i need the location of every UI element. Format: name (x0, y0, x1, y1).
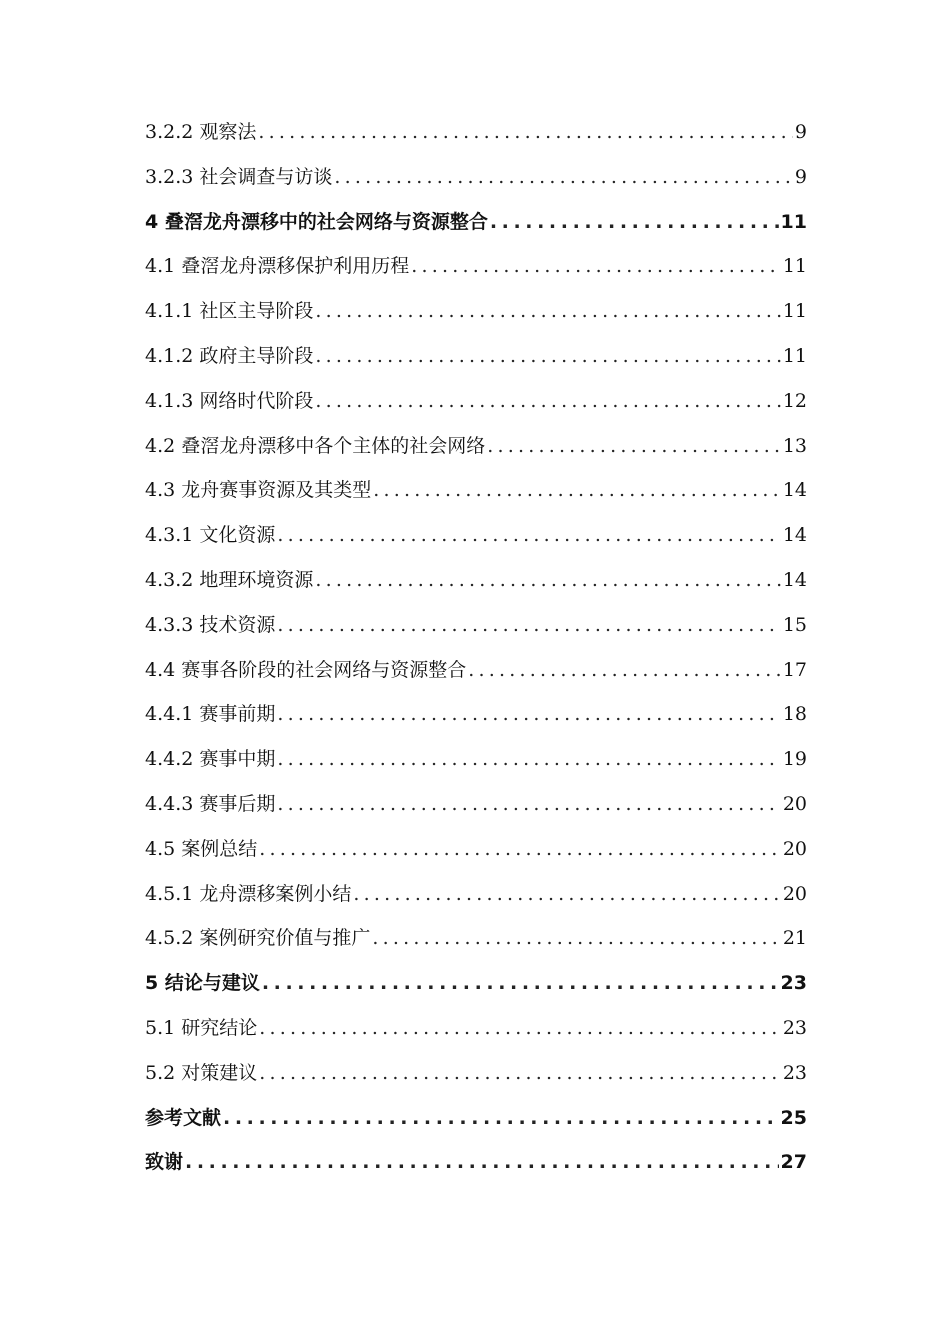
toc-dot-leader (315, 379, 780, 424)
toc-entry-title: 4.1.3 网络时代阶段 (145, 389, 314, 412)
toc-entry-4-2[interactable] (145, 424, 807, 469)
toc-page-number: 13 (782, 434, 807, 457)
toc-entry-chapter-5[interactable] (145, 961, 807, 1006)
toc-page-number: 17 (782, 658, 807, 681)
toc-entry-title: 3.2.3 社会调查与访谈 (145, 165, 333, 188)
toc-page-number: 12 (782, 389, 807, 412)
toc-dot-leader (372, 916, 780, 961)
toc-dot-leader (315, 558, 780, 603)
toc-page-number: 20 (782, 837, 807, 860)
toc-entry-title: 3.2.2 观察法 (145, 121, 257, 143)
toc-page-number: 23 (780, 972, 807, 995)
toc-entry-5-1[interactable] (145, 1006, 807, 1051)
toc-entry-4-5[interactable] (145, 827, 807, 872)
toc-page-number: 20 (782, 792, 807, 815)
toc-page-number: 21 (782, 927, 807, 950)
toc-entry-title: 4.3.2 地理环境资源 (145, 568, 314, 591)
toc-dot-leader (223, 1096, 779, 1141)
toc-entry-title: 4.3.3 技术资源 (145, 613, 276, 636)
toc-entry-title: 致谢 (145, 1151, 184, 1174)
toc-page-number: 11 (782, 344, 807, 367)
toc-dot-leader (259, 1006, 781, 1051)
toc-entry-4-3-1[interactable] (145, 513, 807, 558)
toc-entry-4-3-2[interactable] (145, 558, 807, 603)
toc-page-number: 11 (782, 255, 807, 278)
table-of-contents (145, 110, 807, 1185)
toc-dot-leader (315, 334, 780, 379)
toc-dot-leader (277, 737, 780, 782)
toc-dot-leader (259, 1051, 781, 1096)
toc-entry-title: 4.3.1 文化资源 (145, 524, 276, 547)
toc-page-number: 20 (782, 882, 807, 905)
toc-dot-leader (277, 692, 780, 737)
toc-entry-title: 4.1.2 政府主导阶段 (145, 344, 314, 367)
toc-dot-leader (490, 200, 779, 245)
toc-page-number: 11 (782, 300, 807, 323)
toc-entry-chapter-4[interactable] (145, 200, 807, 245)
toc-dot-leader (185, 1140, 779, 1185)
toc-page-number: 15 (782, 613, 807, 636)
toc-entry-title: 4.4 赛事各阶段的社会网络与资源整合 (145, 658, 467, 681)
toc-page-number: 9 (794, 121, 807, 143)
toc-entry-4-5-1[interactable] (145, 872, 807, 917)
toc-entry-4-3-3[interactable] (145, 603, 807, 648)
toc-entry-title: 5.1 研究结论 (145, 1016, 258, 1039)
toc-entry-title: 4.5.2 案例研究价值与推广 (145, 927, 371, 950)
toc-dot-leader (258, 110, 793, 155)
toc-entry-4-1[interactable] (145, 244, 807, 289)
toc-entry-title: 5.2 对策建议 (145, 1061, 258, 1084)
toc-entry-title: 5 结论与建议 (145, 972, 260, 995)
toc-entry-4-4[interactable] (145, 648, 807, 693)
toc-entry-4-4-3[interactable] (145, 782, 807, 827)
toc-entry-4-1-2[interactable] (145, 334, 807, 379)
toc-page-number: 27 (780, 1151, 807, 1174)
toc-entry-5-2[interactable] (145, 1051, 807, 1096)
toc-page-number: 23 (782, 1016, 807, 1039)
toc-dot-leader (277, 782, 780, 827)
toc-dot-leader (373, 468, 781, 513)
toc-entry-title: 4 叠滘龙舟漂移中的社会网络与资源整合 (145, 210, 488, 233)
toc-dot-leader (487, 424, 781, 469)
toc-entry-4-1-1[interactable] (145, 289, 807, 334)
toc-entry-acknowledgements[interactable] (145, 1140, 807, 1185)
toc-dot-leader (353, 872, 780, 917)
toc-entry-title: 参考文献 (145, 1106, 222, 1129)
toc-entry-title: 4.4.2 赛事中期 (145, 748, 276, 771)
toc-entry-title: 4.4.3 赛事后期 (145, 792, 276, 815)
toc-dot-leader (277, 603, 780, 648)
toc-entry-title: 4.4.1 赛事前期 (145, 703, 276, 726)
toc-entry-title: 4.1.1 社区主导阶段 (145, 300, 314, 323)
toc-entry-4-4-2[interactable] (145, 737, 807, 782)
toc-entry-4-5-2[interactable] (145, 916, 807, 961)
toc-page-number: 19 (782, 748, 807, 771)
toc-page-number: 18 (782, 703, 807, 726)
toc-page-number: 11 (780, 210, 807, 233)
toc-page-number: 14 (782, 568, 807, 591)
toc-entry-title: 4.3 龙舟赛事资源及其类型 (145, 479, 372, 502)
toc-page-number: 14 (782, 479, 807, 502)
toc-dot-leader (411, 244, 781, 289)
toc-page-number: 9 (794, 165, 807, 188)
toc-entry-4-4-1[interactable] (145, 692, 807, 737)
toc-entry-title: 4.5.1 龙舟漂移案例小结 (145, 882, 352, 905)
toc-dot-leader (334, 155, 793, 200)
toc-entry-references[interactable] (145, 1096, 807, 1141)
toc-page-number: 23 (782, 1061, 807, 1084)
toc-entry-title: 4.5 案例总结 (145, 837, 258, 860)
toc-page-number: 14 (782, 524, 807, 547)
toc-dot-leader (277, 513, 780, 558)
toc-entry-title: 4.1 叠滘龙舟漂移保护利用历程 (145, 255, 410, 278)
toc-entry-title: 4.2 叠滘龙舟漂移中各个主体的社会网络 (145, 434, 486, 457)
toc-page-number: 25 (780, 1106, 807, 1129)
toc-entry-3-2-3[interactable] (145, 155, 807, 200)
toc-entry-4-1-3[interactable] (145, 379, 807, 424)
toc-dot-leader (468, 648, 781, 693)
toc-entry-3-2-2[interactable] (145, 110, 807, 155)
toc-dot-leader (262, 961, 779, 1006)
toc-dot-leader (259, 827, 781, 872)
toc-dot-leader (315, 289, 780, 334)
toc-entry-4-3[interactable] (145, 468, 807, 513)
